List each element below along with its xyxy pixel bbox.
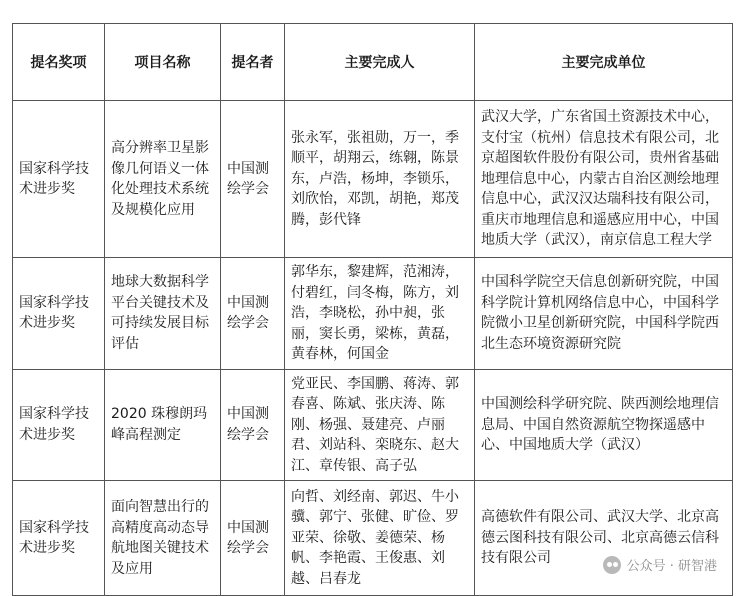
persons-cell: 向哲、刘经南、郭迟、牛小骥、郭宁、张健、旷俭、罗亚荣、徐敬、姜德荣、杨帆、李艳霞、王俊惠、刘越、吕春龙 bbox=[285, 481, 475, 596]
persons-cell: 党亚民、李国鹏、蒋涛、郭春喜、陈斌、张庆涛、陈刚、杨强、聂建亮、卢丽君、刘站科、栾晓东、赵大江、章传银、高子弘 bbox=[285, 369, 475, 481]
header-row bbox=[13, 24, 733, 101]
units-cell: 中国科学院空天信息创新研究院，中国科学院计算机网络信息中心，中国科学院微小卫星创新研究院，中国科学院西北生态环境资源研究院 bbox=[475, 258, 733, 370]
watermark-text: 公众号 · 研智港 bbox=[626, 559, 717, 574]
project-cell: 面向智慧出行的高精度高动态导航地图关键技术及应用 bbox=[105, 481, 221, 596]
project-cell: 高分辨率卫星影像几何语义一体化处理技术系统及规模化应用 bbox=[105, 101, 221, 258]
table-row bbox=[13, 258, 733, 370]
project-cell: 地球大数据科学平台关键技术及可持续发展目标评估 bbox=[105, 258, 221, 370]
units-cell: 武汉大学，广东省国土资源技术中心，支付宝（杭州）信息技术有限公司，北京超图软件股份有限公司，贵州省基础地理信息中心，内蒙古自治区测绘地理信息中心，武汉汉达瑞科技有限公司，重庆市地理信息和遥感应用中心，中国地质大学（武汉），南京信息工程大学 bbox=[475, 101, 733, 258]
units-cell: 中国测绘科学研究院、陕西测绘地理信息局、中国自然资源航空物探遥感中心、中国地质大学（武汉） bbox=[475, 369, 733, 481]
header-nominator: 提名者 bbox=[221, 24, 285, 101]
wechat-icon bbox=[603, 556, 621, 574]
header-project: 项目名称 bbox=[105, 24, 221, 101]
table-row bbox=[13, 369, 733, 481]
award-cell: 国家科学技术进步奖 bbox=[13, 101, 105, 258]
award-cell: 国家科学技术进步奖 bbox=[13, 369, 105, 481]
award-cell: 国家科学技术进步奖 bbox=[13, 481, 105, 596]
persons-cell: 张永军，张祖勋，万一，季顺平，胡翔云，练翱，陈景东，卢浩，杨坤，李锁乐，刘欣怡，邓凯，胡艳，郑茂腾，彭代锋 bbox=[285, 101, 475, 258]
table-row bbox=[13, 481, 733, 596]
project-cell: 2020 珠穆朗玛峰高程测定 bbox=[105, 369, 221, 481]
header-persons: 主要完成人 bbox=[285, 24, 475, 101]
header-units: 主要完成单位 bbox=[475, 24, 733, 101]
nominator-cell: 中国测绘学会 bbox=[221, 369, 285, 481]
award-table bbox=[12, 23, 733, 596]
table-row bbox=[13, 101, 733, 258]
watermark bbox=[603, 555, 717, 574]
header-award: 提名奖项 bbox=[13, 24, 105, 101]
persons-cell: 郭华东，黎建辉，范湘涛，付碧红，闫冬梅，陈方，刘浩，李晓松，孙中昶，张丽，窦长勇，梁栋，黄磊，黄春林，何国金 bbox=[285, 258, 475, 370]
nominator-cell: 中国测绘学会 bbox=[221, 258, 285, 370]
award-cell: 国家科学技术进步奖 bbox=[13, 258, 105, 370]
units-cell: 高德软件有限公司、武汉大学、北京高德云图科技有限公司、北京高德云信科技有限公司 bbox=[475, 481, 733, 596]
nominator-cell: 中国测绘学会 bbox=[221, 101, 285, 258]
nominator-cell: 中国测绘学会 bbox=[221, 481, 285, 596]
